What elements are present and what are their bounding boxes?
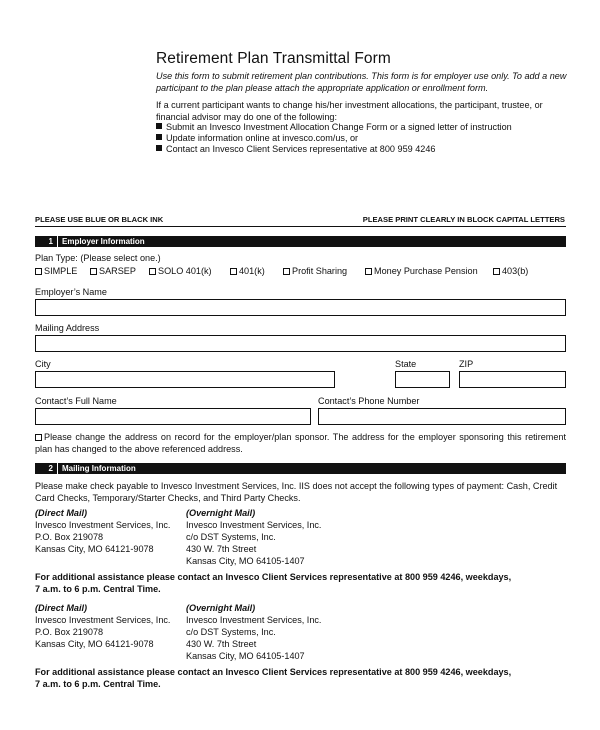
overnight-mail-address	[186, 602, 386, 662]
checkbox[interactable]	[149, 268, 156, 275]
address-line: Invesco Investment Services, Inc.	[35, 520, 171, 530]
address-line: Kansas City, MO 64121-9078	[35, 544, 154, 554]
checkbox[interactable]	[283, 268, 290, 275]
bullet-square-icon	[156, 123, 162, 129]
address-line: P.O. Box 219078	[35, 627, 104, 637]
overnight-mail-address	[186, 507, 386, 567]
plan-type-label: Plan Type: (Please select one.)	[35, 253, 161, 263]
assistance-note: For additional assistance please contact an Invesco Client Services representative at 800 959 4246, weekdays, 7 a.m. to 6 p.m. Central Time.	[35, 667, 512, 689]
employer-name-field[interactable]	[35, 299, 566, 316]
form-title: Retirement Plan Transmittal Form	[156, 50, 391, 67]
ink-instruction: PLEASE USE BLUE OR BLACK INK	[35, 215, 164, 224]
direct-mail-heading: (Direct Mail)	[35, 603, 88, 613]
mailing-address-field[interactable]	[35, 335, 566, 352]
section-1-header	[35, 236, 566, 247]
address-line: 430 W. 7th Street	[186, 639, 257, 649]
address-line: Kansas City, MO 64105-1407	[186, 556, 305, 566]
section-2-header	[35, 463, 566, 474]
address-line: Kansas City, MO 64121-9078	[35, 639, 154, 649]
checkbox[interactable]	[365, 268, 372, 275]
plan-type-solo-401k[interactable]: SOLO 401(k)	[149, 266, 212, 276]
city-field[interactable]	[35, 371, 335, 388]
checkbox[interactable]	[90, 268, 97, 275]
state-field[interactable]	[395, 371, 450, 388]
address-line: Invesco Investment Services, Inc.	[186, 615, 322, 625]
state-label: State	[395, 359, 417, 369]
checkbox[interactable]	[230, 268, 237, 275]
divider	[57, 463, 58, 474]
zip-field[interactable]	[459, 371, 566, 388]
plan-type-profit-sharing[interactable]: Profit Sharing	[283, 266, 347, 276]
address-line: c/o DST Systems, Inc.	[186, 532, 276, 542]
checkbox[interactable]	[35, 434, 42, 441]
city-label: City	[35, 359, 51, 369]
employer-name-label: Employer’s Name	[35, 287, 107, 297]
section-number: 2	[48, 464, 53, 473]
bullet-square-icon	[156, 145, 162, 151]
allocation-change-note: If a current participant wants to change his/her investment allocations, the participant, trustee, or financial advisor may do one of the following:	[156, 100, 543, 122]
contact-phone-field[interactable]	[318, 408, 566, 425]
overnight-mail-heading: (Overnight Mail)	[186, 508, 256, 518]
address-line: 430 W. 7th Street	[186, 544, 257, 554]
section-number: 1	[48, 237, 53, 246]
direct-mail-address	[35, 507, 180, 555]
contact-name-label: Contact’s Full Name	[35, 396, 117, 406]
mailing-address-label: Mailing Address	[35, 323, 100, 333]
address-change-option[interactable]: Please change the address on record for the employer/plan sponsor. The address for the employer sponsoring this retirement plan has changed to the above referenced address.	[35, 432, 566, 454]
check-payment-note: Please make check payable to Invesco Investment Services, Inc. IIS does not accept the following types of payment: Cash, Credit Card Checks, Temporary/Starter Checks, and Third Party Checks.	[35, 481, 558, 503]
address-line: c/o DST Systems, Inc.	[186, 627, 276, 637]
address-line: Invesco Investment Services, Inc.	[186, 520, 322, 530]
contact-phone-label: Contact’s Phone Number	[318, 396, 420, 406]
bullet-item: Contact an Invesco Client Services representative at 800 959 4246	[156, 143, 435, 155]
divider	[35, 226, 566, 227]
address-line: Invesco Investment Services, Inc.	[35, 615, 171, 625]
zip-label: ZIP	[459, 359, 474, 369]
print-instruction: PLEASE PRINT CLEARLY IN BLOCK CAPITAL LETTERS	[362, 215, 565, 224]
divider	[57, 236, 58, 247]
checkbox[interactable]	[493, 268, 500, 275]
direct-mail-address	[35, 602, 180, 650]
intro-text: Use this form to submit retirement plan contributions. This form is for employer use only. To add a new participant to the plan please attach the appropriate application or enrollment form.	[156, 71, 567, 93]
address-line: Kansas City, MO 64105-1407	[186, 651, 305, 661]
contact-name-field[interactable]	[35, 408, 311, 425]
bullet-item: Submit an Invesco Investment Allocation Change Form or a signed letter of instruction	[156, 121, 512, 133]
plan-type-sarsep[interactable]: SARSEP	[90, 266, 136, 276]
plan-type-403b[interactable]: 403(b)	[493, 266, 528, 276]
plan-type-simple[interactable]: SIMPLE	[35, 266, 77, 276]
checkbox[interactable]	[35, 268, 42, 275]
section-title: Mailing Information	[62, 464, 136, 473]
assistance-note: For additional assistance please contact an Invesco Client Services representative at 800 959 4246, weekdays, 7 a.m. to 6 p.m. Central Time.	[35, 572, 512, 594]
plan-type-money-purchase-pension[interactable]: Money Purchase Pension	[365, 266, 478, 276]
bullet-item: Update information online at invesco.com/us, or	[156, 132, 358, 144]
plan-type-401k[interactable]: 401(k)	[230, 266, 265, 276]
direct-mail-heading: (Direct Mail)	[35, 508, 88, 518]
overnight-mail-heading: (Overnight Mail)	[186, 603, 256, 613]
bullet-square-icon	[156, 134, 162, 140]
address-line: P.O. Box 219078	[35, 532, 104, 542]
section-title: Employer Information	[62, 237, 145, 246]
